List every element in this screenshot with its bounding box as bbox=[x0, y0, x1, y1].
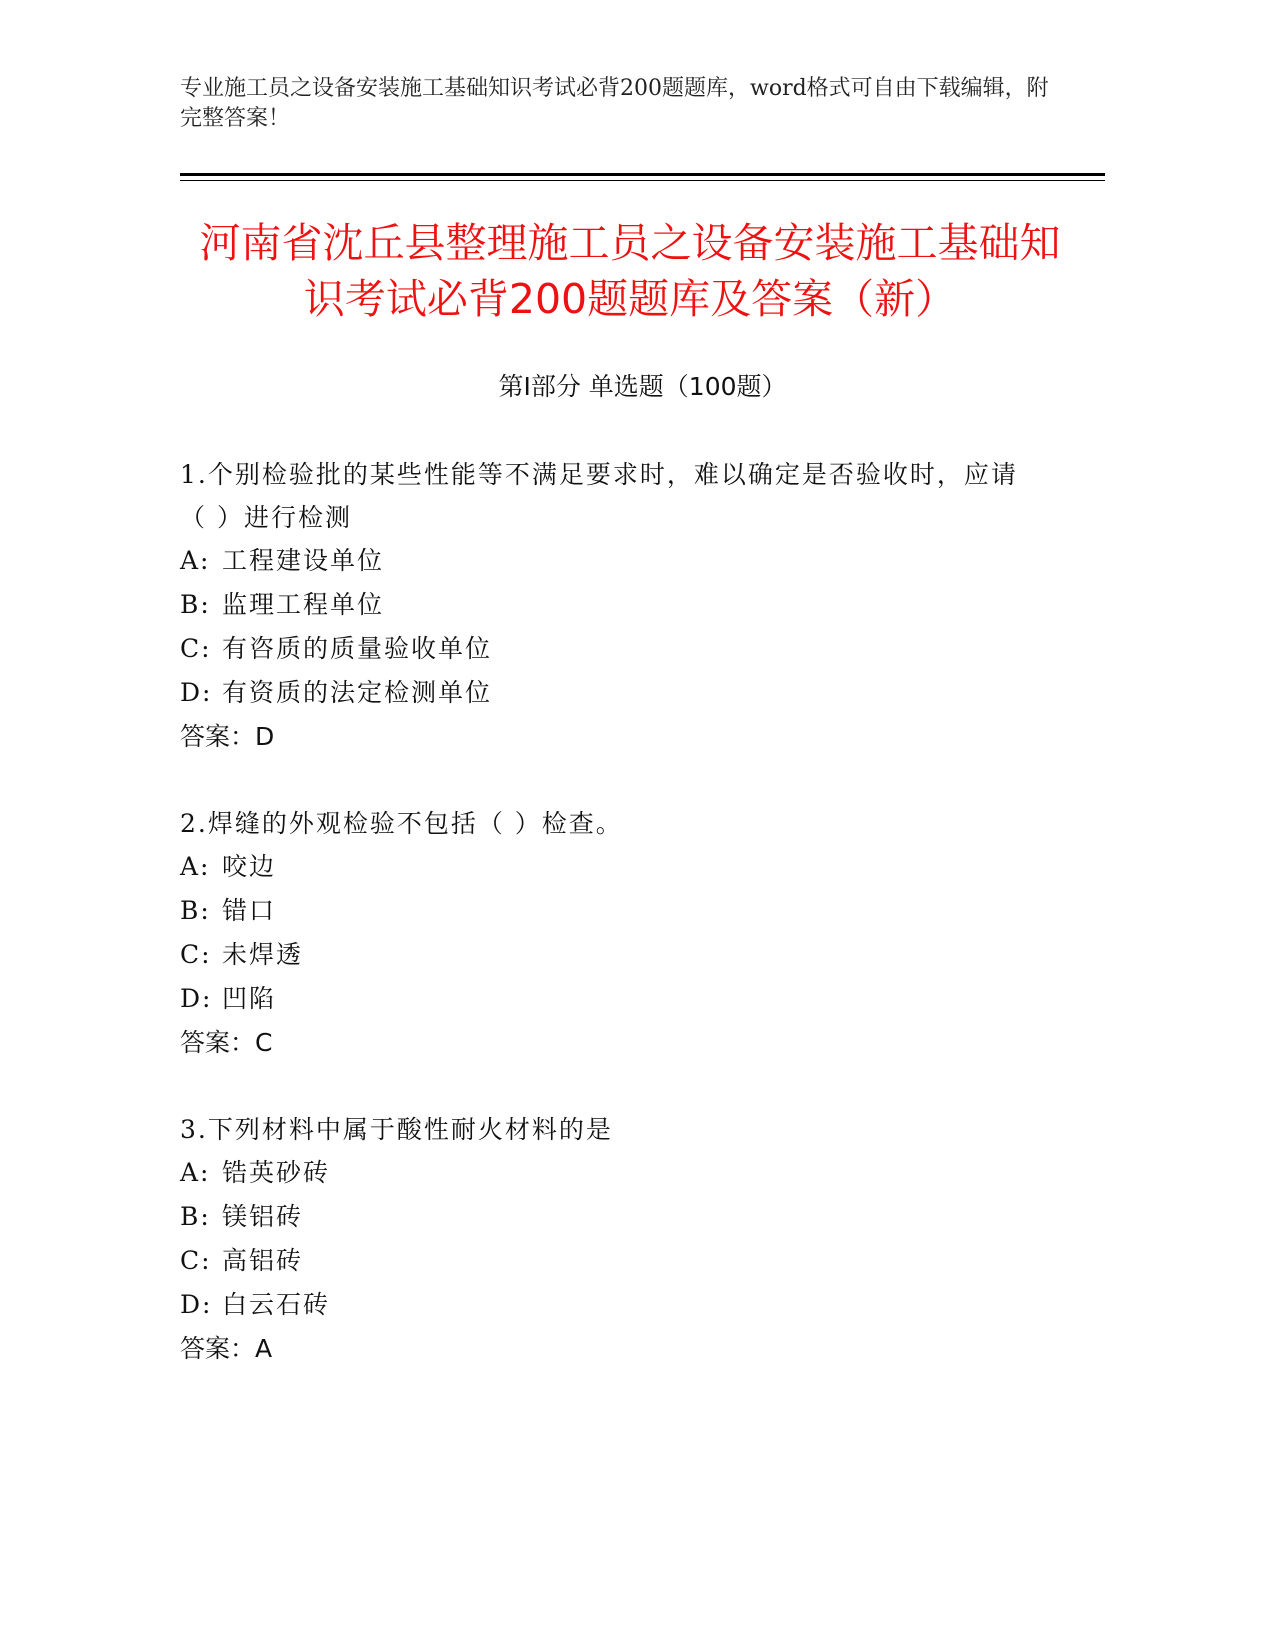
option-a bbox=[180, 1151, 1020, 1195]
option-b bbox=[180, 889, 1020, 933]
option-d bbox=[180, 671, 1020, 715]
option-text: 高铝砖 bbox=[222, 1246, 304, 1275]
question-1 bbox=[180, 453, 1020, 759]
option-a bbox=[180, 845, 1020, 889]
option-text: 凹陷 bbox=[222, 984, 277, 1013]
option-c bbox=[180, 1239, 1020, 1283]
option-letter: D: bbox=[180, 1290, 213, 1319]
option-letter: A: bbox=[180, 1158, 211, 1187]
option-text: 未焊透 bbox=[222, 940, 304, 969]
option-text: 监理工程单位 bbox=[222, 590, 385, 619]
option-d bbox=[180, 977, 1020, 1021]
answer-line: 答案：D bbox=[180, 722, 275, 751]
question-3 bbox=[180, 1108, 1020, 1371]
option-letter: A: bbox=[180, 546, 211, 575]
option-letter: B: bbox=[180, 1202, 211, 1231]
option-text: 咬边 bbox=[222, 852, 277, 881]
option-text: 有咨质的质量验收单位 bbox=[222, 634, 493, 663]
document-title: 河南省沈丘县整理施工员之设备安装施工基础知识考试必背200题题库及答案（新） bbox=[199, 219, 1061, 323]
question-list bbox=[180, 453, 1020, 1414]
option-c bbox=[180, 627, 1020, 671]
option-letter: A: bbox=[180, 852, 211, 881]
question-text: 2.焊缝的外观检验不包括（ ）检查。 bbox=[180, 809, 623, 838]
answer-line: 答案：C bbox=[180, 1028, 273, 1057]
option-letter: B: bbox=[180, 590, 211, 619]
option-text: 工程建设单位 bbox=[222, 546, 385, 575]
question-text: 1.个别检验批的某些性能等不满足要求时，难以确定是否验收时，应请（ ）进行检测 bbox=[180, 460, 1018, 532]
header-note: 专业施工员之设备安装施工基础知识考试必背200题题库，word格式可自由下载编辑，附完整答案！ bbox=[180, 76, 1049, 131]
option-b bbox=[180, 1195, 1020, 1239]
option-c bbox=[180, 933, 1020, 977]
option-letter: C: bbox=[180, 940, 212, 969]
option-text: 白云石砖 bbox=[222, 1290, 331, 1319]
question-2 bbox=[180, 802, 1020, 1065]
option-letter: C: bbox=[180, 1246, 212, 1275]
option-letter: B: bbox=[180, 896, 211, 925]
option-text: 锆英砂砖 bbox=[222, 1158, 331, 1187]
option-text: 镁铝砖 bbox=[222, 1202, 304, 1231]
answer-line: 答案：A bbox=[180, 1334, 273, 1363]
option-letter: D: bbox=[180, 984, 213, 1013]
header-rule-thick bbox=[180, 173, 1105, 176]
header-rule-thin bbox=[180, 180, 1105, 181]
option-letter: C: bbox=[180, 634, 212, 663]
question-text: 3.下列材料中属于酸性耐火材料的是 bbox=[180, 1115, 613, 1144]
option-text: 有资质的法定检测单位 bbox=[222, 678, 493, 707]
option-b bbox=[180, 583, 1020, 627]
option-text: 错口 bbox=[222, 896, 277, 925]
option-d bbox=[180, 1283, 1020, 1327]
option-letter: D: bbox=[180, 678, 213, 707]
section-heading: 第Ⅰ部分 单选题（100题） bbox=[498, 372, 787, 401]
option-a bbox=[180, 539, 1020, 583]
